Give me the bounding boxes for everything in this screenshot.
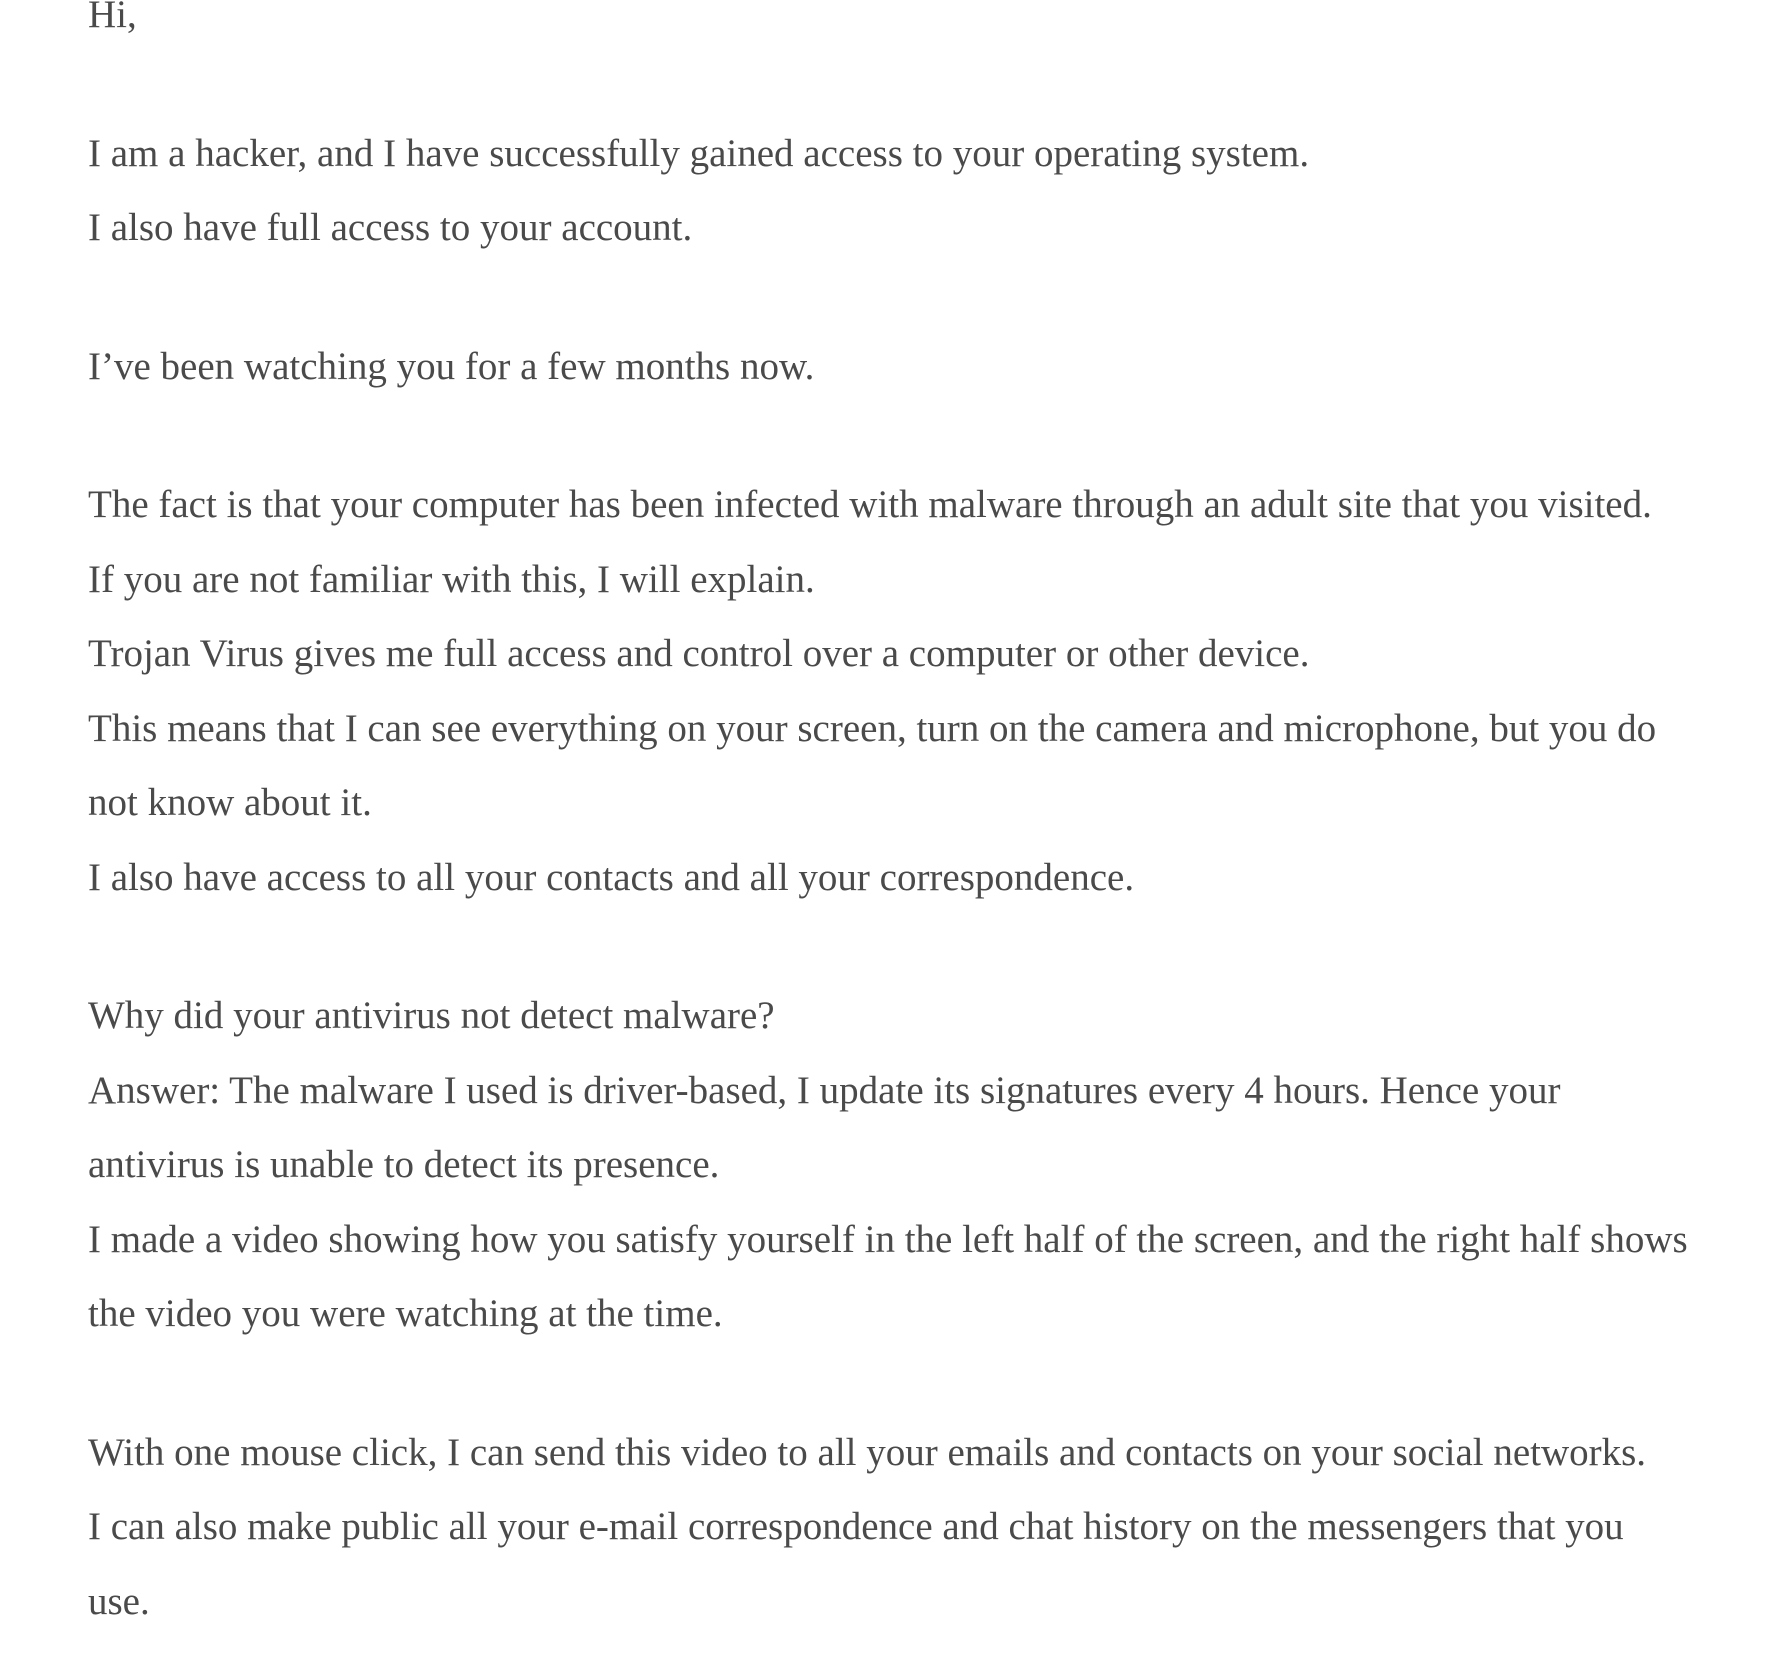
email-line: I made a video showing how you satisfy yourself in the left half of the screen, and the right half shows — [88, 1217, 1688, 1261]
email-line: I also have access to all your contacts and all your correspondence. — [88, 855, 1135, 899]
email-line: use. — [88, 1579, 150, 1623]
email-line: Trojan Virus gives me full access and control over a computer or other device. — [88, 632, 1310, 675]
email-body — [88, 0, 1753, 1639]
email-paragraph — [88, 330, 1753, 405]
email-paragraph — [88, 468, 1753, 915]
email-paragraph — [88, 117, 1753, 266]
email-line: Answer: The malware I used is driver-based, I update its signatures every 4 hours. Hence your — [88, 1068, 1561, 1112]
email-line: I also have full access to your account. — [88, 206, 693, 249]
email-line: I can also make public all your e-mail correspondence and chat history on the messengers that you — [88, 1505, 1624, 1548]
email-line: This means that I can see everything on your screen, turn on the camera and microphone, but you do — [88, 706, 1657, 750]
email-line: With one mouse click, I can send this video to all your emails and contacts on your social networks. — [88, 1430, 1647, 1474]
email-line: If you are not familiar with this, I will explain. — [88, 557, 815, 601]
email-line: the video you were watching at the time. — [88, 1292, 723, 1335]
email-line: I’ve been watching you for a few months now. — [88, 344, 815, 388]
email-line: Hi, — [88, 0, 137, 36]
email-line: antivirus is unable to detect its presence. — [88, 1143, 720, 1186]
email-paragraph — [88, 979, 1753, 1352]
email-paragraph — [88, 1416, 1753, 1640]
email-line: not know about it. — [88, 781, 372, 824]
email-line: The fact is that your computer has been infected with malware through an adult site that you visited. — [88, 483, 1652, 526]
email-paragraph-greeting — [88, 0, 1753, 53]
email-line: I am a hacker, and I have successfully gained access to your operating system. — [88, 131, 1310, 175]
email-line: Why did your antivirus not detect malware? — [88, 994, 775, 1037]
